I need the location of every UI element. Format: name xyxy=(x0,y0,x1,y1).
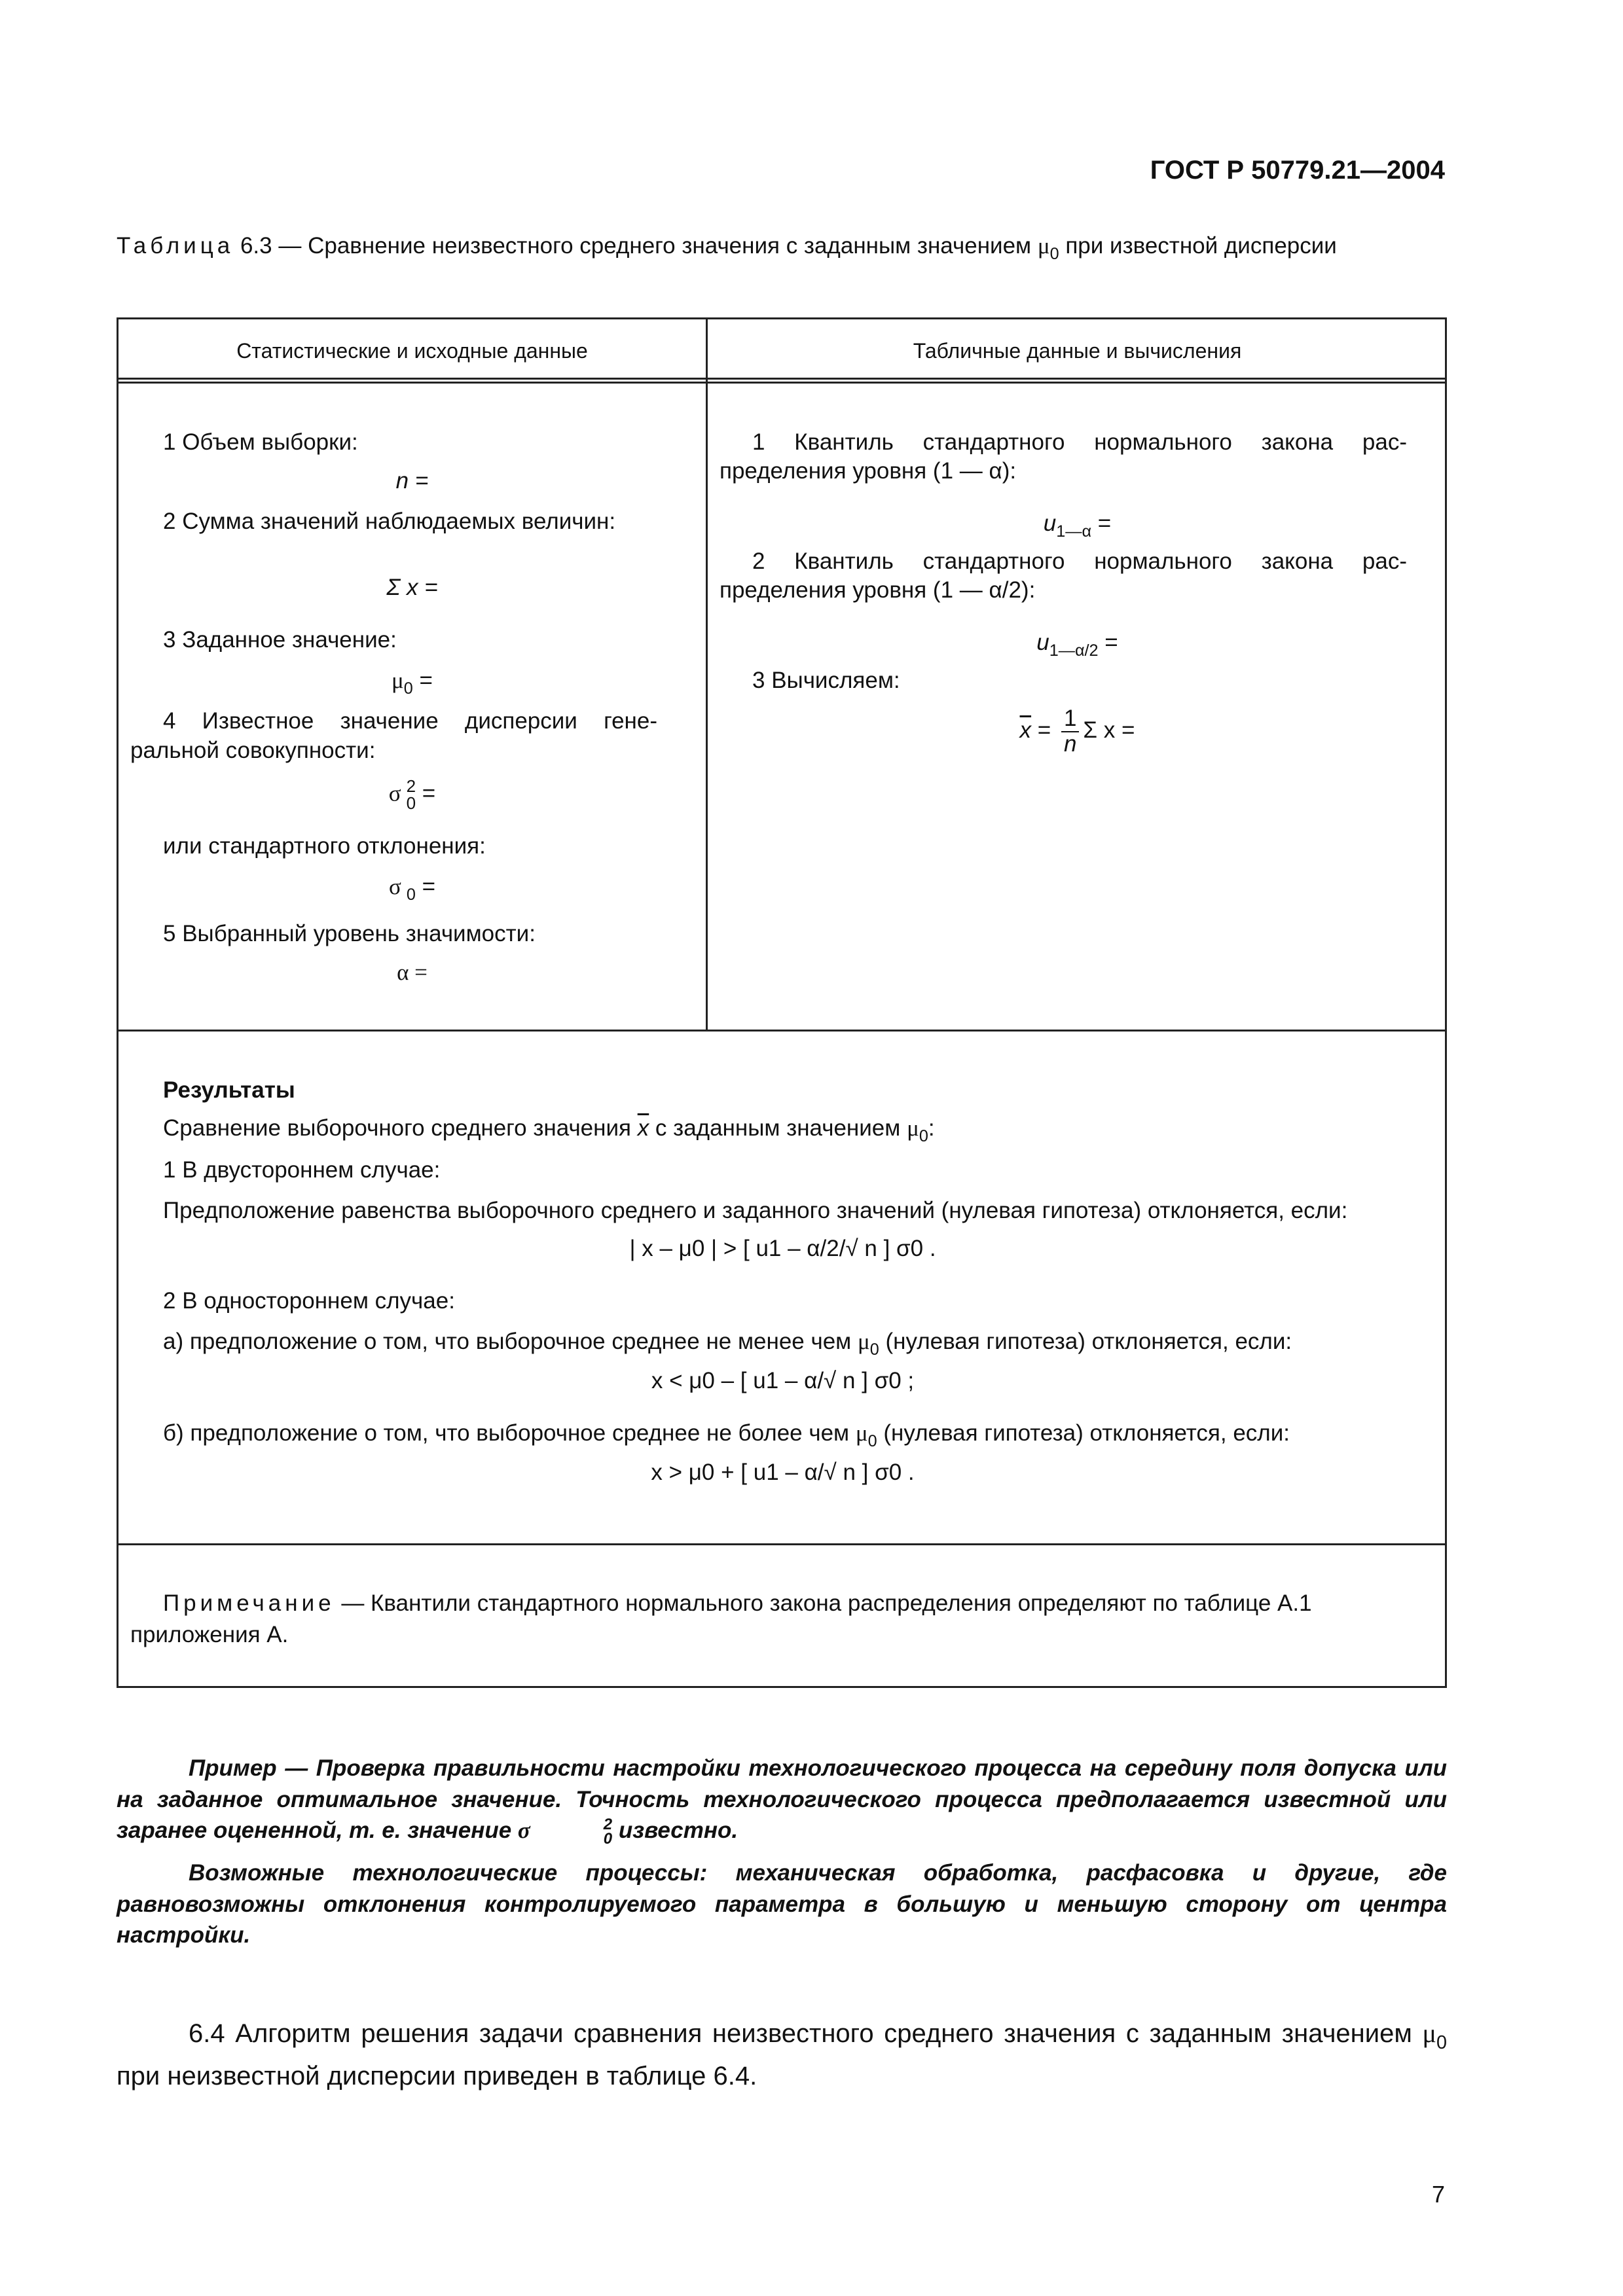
left-formula-sum: Σ x = xyxy=(386,575,438,600)
mean-rest: Σ x = xyxy=(1083,717,1135,743)
case2a-mu: μ xyxy=(857,1329,870,1354)
left-item-4-line1: 4 Известное значение дисперсии гене- xyxy=(163,708,657,734)
intro-x-bar: $\overline{x}$ xyxy=(637,1115,649,1141)
sigma-symbol: σ xyxy=(388,780,401,806)
u-eq: = xyxy=(1091,511,1112,536)
caption-mu-sub: 0 xyxy=(1049,244,1059,263)
left-item-3: 3 Заданное значение: xyxy=(163,627,397,653)
case2a-before: а) предположение о том, что выборочное среднее не менее чем xyxy=(163,1329,858,1354)
results-case2: 2 В одностороннем случае: xyxy=(163,1288,455,1314)
right-item-1-line2: пределения уровня (1 — α): xyxy=(720,458,1017,484)
section-mu-sub: 0 xyxy=(1436,2032,1447,2054)
right-item-2-line2: пределения уровня (1 — α/2): xyxy=(720,577,1036,603)
results-case1-formula: | x – μ0 | > [ u1 – α/2/√ n ] σ0 . xyxy=(629,1236,936,1261)
example-paragraph-2: Возможные технологические процессы: механическая обработка, расфасовка и другие, где равновозможны отклонения контролируемого параметра в большую и меньшую сторону от центра настройки. xyxy=(117,1860,1447,1948)
right-item-2-line1: 2 Квантиль стандартного нормального закона рас- xyxy=(752,548,1407,574)
intro-mu-sub: 0 xyxy=(919,1126,928,1145)
left-formula-std xyxy=(119,872,706,905)
results-case1-text: Предположение равенства выборочного среднего и заданного значений (нулевая гипотеза) отклоняется, если: xyxy=(163,1198,1348,1223)
results-case2b xyxy=(163,1419,1290,1452)
x-bar: $\overline{x}$ xyxy=(1019,717,1032,743)
left-item-2: 2 Сумма значений наблюдаемых величин: xyxy=(163,509,616,534)
left-formula-mu0 xyxy=(119,666,706,699)
caption-number: 6.3 xyxy=(240,233,272,259)
left-item-4-line2: ральной совокупности: xyxy=(130,738,376,763)
caption-text-before: — Сравнение неизвестного среднего значения с заданным значением xyxy=(272,233,1038,259)
header-divider xyxy=(119,378,1445,380)
example-sigma: σ xyxy=(517,1818,530,1844)
left-formula-variance xyxy=(119,778,706,812)
fraction-numerator: 1 xyxy=(1061,707,1079,732)
u-symbol: u xyxy=(1043,511,1057,536)
note-label: Примечание xyxy=(163,1590,335,1616)
fraction-denominator: n xyxy=(1063,730,1077,757)
col1-header: Статистические и исходные данные xyxy=(236,339,588,363)
results-intro xyxy=(163,1114,935,1147)
u-sub: 1—α/2 xyxy=(1049,641,1099,660)
mean-eq: = xyxy=(1031,717,1057,743)
intro-colon: : xyxy=(928,1115,935,1141)
comparison-table xyxy=(117,317,1447,1688)
case2b-before: б) предположение о том, что выборочное среднее не более чем xyxy=(163,1420,856,1446)
case2b-mu-sub: 0 xyxy=(867,1431,877,1450)
col2-header: Табличные данные и вычисления xyxy=(913,339,1242,363)
intro-after: с заданным значением xyxy=(649,1115,907,1141)
u-eq: = xyxy=(1098,630,1118,655)
example-p1-after: известно. xyxy=(612,1818,739,1844)
case2a-mu-sub: 0 xyxy=(869,1340,879,1359)
sigma-sub: 0 xyxy=(406,793,416,813)
left-item-4b: или стандартного отклонения: xyxy=(163,833,486,859)
example-p1-before: Пример — Проверка правильности настройки технологического процесса на середину поля допуска или на заданное оптимальное значение. Точность технологического процесса предполагается известной или заранее оцененной, т. е. значение xyxy=(117,1755,1447,1844)
left-formula-n: n = xyxy=(395,468,429,493)
case2b-mu: μ xyxy=(855,1420,868,1446)
example-paragraph-1 xyxy=(117,1753,1447,1846)
left-item-5: 5 Выбранный уровень значимости: xyxy=(163,921,536,946)
intro-mu: μ xyxy=(907,1115,919,1141)
results-title: Результаты xyxy=(163,1077,295,1103)
page-number: 7 xyxy=(1431,2181,1445,2208)
section-6-4 xyxy=(117,2015,1447,2095)
example-sigma-sub: 0 xyxy=(603,1829,613,1848)
sigma-eq: = xyxy=(415,874,436,899)
caption-prefix: Таблица xyxy=(117,233,234,259)
section-mu: μ xyxy=(1422,2018,1436,2048)
example-sigma-sup: 2 xyxy=(603,1816,613,1834)
results-case2a-formula: x < μ0 – [ u1 – α/√ n ] σ0 ; xyxy=(651,1368,915,1393)
case2b-after: (нулевая гипотеза) отклоняется, если: xyxy=(877,1420,1290,1446)
note-text: — Квантили стандартного нормального закона распределения определяют по таблице А.1 приложения А. xyxy=(130,1590,1312,1647)
sigma-symbol: σ xyxy=(388,874,401,899)
table-note xyxy=(130,1588,1433,1650)
sigma-eq: = xyxy=(416,780,436,806)
right-formula-mean xyxy=(708,707,1447,757)
document-id: ГОСТ Р 50779.21—2004 xyxy=(1150,156,1445,185)
results-case2a xyxy=(163,1327,1292,1360)
results-case2b-formula: x > μ0 + [ u1 – α/√ n ] σ0 . xyxy=(651,1460,915,1485)
left-formula-alpha: α = xyxy=(397,960,428,985)
header-divider-double xyxy=(119,382,1445,384)
sigma-sub: 0 xyxy=(406,885,416,904)
note-divider xyxy=(119,1543,1445,1545)
mu-sub: 0 xyxy=(403,679,413,698)
results-divider xyxy=(119,1030,1445,1031)
right-formula-u2 xyxy=(708,628,1447,661)
section-text-after: при неизвестной дисперсии приведен в таблице 6.4. xyxy=(117,2061,757,2090)
results-case1: 1 В двустороннем случае: xyxy=(163,1157,441,1183)
caption-mu: μ xyxy=(1037,233,1050,259)
column-divider xyxy=(706,319,708,1031)
table-caption xyxy=(117,230,1446,265)
u-symbol: u xyxy=(1036,630,1049,655)
u-sub: 1—α xyxy=(1056,522,1092,541)
mu-eq: = xyxy=(412,668,433,693)
mu-symbol: μ xyxy=(392,668,404,693)
right-item-1-line1: 1 Квантиль стандартного нормального закона рас- xyxy=(752,429,1407,455)
case2a-after: (нулевая гипотеза) отклоняется, если: xyxy=(879,1329,1292,1354)
section-text-before: 6.4 Алгоритм решения задачи сравнения неизвестного среднего значения с заданным значением xyxy=(189,2019,1423,2048)
left-item-1: 1 Объем выборки: xyxy=(163,429,358,455)
intro-before: Сравнение выборочного среднего значения xyxy=(163,1115,638,1141)
right-item-3: 3 Вычисляем: xyxy=(752,668,900,693)
sigma-sup: 2 xyxy=(406,776,416,796)
right-formula-u1 xyxy=(708,509,1447,542)
caption-text-after: при известной дисперсии xyxy=(1059,233,1337,259)
